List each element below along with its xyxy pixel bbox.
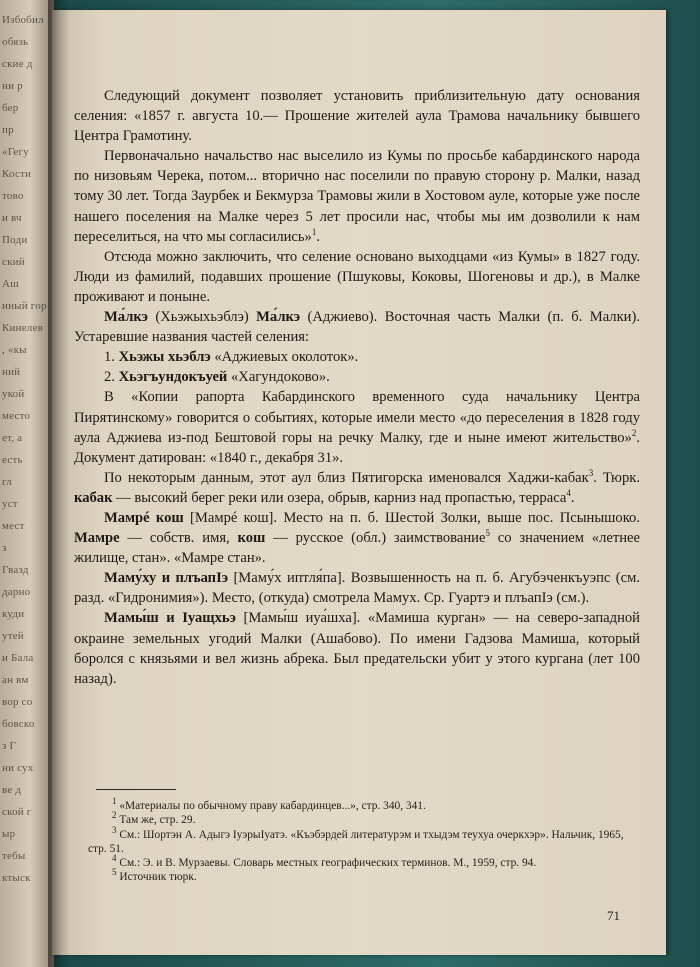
text-run: Адыгэ IуэрыIуатэ. «Къэбэрдей литературэм и тхыдэм теухуа очеркхэр». Нальчик, 1965, стр. 51. [88,828,624,855]
entry-term: Ма́лкэ [256,309,301,326]
left-page-fragment: ве д [2,784,22,796]
left-page-fragment: , «кы [2,344,27,356]
paragraph [74,508,640,568]
left-page-fragment: «Гегу [2,146,29,158]
left-page-fragment: вор со [2,696,33,708]
paragraph [74,86,640,146]
text-run: [Мамы́ш иуа́шха]. «Мамиша курган» — на северо-западной окраине земельных угодий Малки (Ашабово). По имени Гадзова Мамиша, который боролся с князьями и вел жизнь абрека. Был предательски убит у этого кургана (лет 100 назад). [74,610,640,687]
text-run: [Мамрé кош]. Место на п. б. Шестой Золки, выше пос. Псынышоко. [183,509,640,526]
text-run: 2. [104,369,119,386]
page-number: 71 [607,908,620,923]
text-run: Первоначально начальство нас выселило из Кумы по просьбе кабардинского народа по низовьям Черека, потом... вторично нас поселили по правую сторону р. Малки, назад тому 30 лет. Тогда Заурбек и Бекмурза Трамовы жили в Хостовом ауле, которые уже после нашего поселения на Малке через 5 лет просили нас, чтобы мы им дозволили к нам переселиться, на что мы согласились» [74,148,640,245]
text-run: [Маму́х иптля́па]. Возвышенность на п. б. Агубэченкъуэпс (см. разд. «Гидронимия»). Место, (откуда) смотрела Мамух. Ср. Гуартэ и плъапIэ (см.). [74,570,640,607]
left-page-fragment: Кости [2,168,32,180]
entry-term: Хьэжы хьэблэ [118,349,211,366]
footnote-ref: 2 [631,427,637,438]
left-page-fragment: тебы [2,850,26,862]
left-page-fragment: иный гор [2,300,47,312]
footnote-ref: 4 [112,853,117,864]
text-run: — русское (обл.) заимствование [265,530,486,547]
left-page-edge [0,0,54,967]
entry-term: Ма́лкэ [104,309,148,326]
footnote-ref: 4 [566,488,571,499]
spine-shadow [48,0,70,967]
text-run: См.: [116,857,144,870]
left-page-fragment: дарно [2,586,31,598]
paragraph [74,568,640,608]
left-page-fragment: ет, а [2,432,23,444]
paragraph [74,387,640,467]
paragraph [74,468,640,508]
text-run: Словарь местных географических терминов. М., 1959, стр. 94. [230,857,537,870]
text-run: . Документ датирован: «1840 г., декабря 31». [74,429,640,466]
footnote-ref: 1 [112,796,117,807]
text-run: (Хьэжыхьэблэ) [147,309,257,326]
italic-text: Шортэн А. [143,828,196,841]
left-page-fragment: пр [2,124,14,136]
list-item [74,367,640,387]
footnote-ref: 2 [112,810,117,821]
left-page-fragment: мест [2,520,25,532]
left-page-fragment: гл [2,476,12,488]
text-run: (Аджиево). Восточная часть Малки (п. б. Малки). Устаревшие названия частей селения: [74,309,640,346]
left-page-fragment: ские д [2,58,33,70]
text-run: См.: [116,828,144,841]
text-run: «Хагундоково». [227,369,330,386]
left-page-fragment: утей [2,630,24,642]
list-item [74,347,640,367]
left-page-fragment: ктыск [2,872,31,884]
text-run: . Тюрк. [593,469,640,486]
left-page-fragment: ыр [2,828,16,840]
footnote-ref: 5 [485,528,490,539]
paragraph [74,247,640,307]
left-page-fragment: ан вм [2,674,29,686]
left-page-fragment: з [2,542,7,554]
text-run: — собств. имя, [119,530,238,547]
left-page-fragment: Гвазд [2,564,29,576]
paragraph [74,146,640,246]
left-page-fragment: ний [2,366,21,378]
entry-term: Хьэгъундокъуей [118,369,228,386]
entry-term: кош [237,530,266,547]
left-page-fragment: Поди [2,234,28,246]
left-page-fragment: и вч [2,212,22,224]
footnote [88,853,628,870]
left-page-fragment: ни сух [2,762,34,774]
left-page-fragment: тово [2,190,24,202]
text-run: По некоторым данным, этот аул близ Пятигорска именовался Хаджи-кабак [104,469,589,486]
text-run: «Материалы по обычному праву кабардинцев...», стр. 340, 341. [116,800,426,812]
left-page-fragment: место [2,410,31,422]
footnote-ref: 5 [112,867,117,878]
entry-term: Маму́ху и плъапIэ [104,570,229,587]
text-run: Источник тюрк. [116,871,197,884]
footnote-ref: 1 [311,226,317,237]
left-page-fragment: Кинелев [2,322,43,334]
entry-term: Мамре [74,530,120,547]
left-page-fragment: и Бала [2,652,34,664]
footnote [88,796,628,813]
left-page-fragment: уст [2,498,18,510]
footnote [88,810,628,827]
italic-text: Э. и В. Мурзаевы. [143,857,231,870]
left-page-fragment: бовско [2,718,35,730]
left-page-fragment: ский [2,256,25,268]
paragraph [74,307,640,347]
left-page-fragment: з Г [2,740,17,752]
text-run: Следующий документ позволяет установить приблизительную дату основания селения: «1857 г. августа 10.— Прошение жителей аула Трамова начальнику бывшего Центра Грамотину. [74,88,640,145]
entry-term: кабак [74,489,113,506]
left-page-fragment: куди [2,608,25,620]
text-run: 1. [104,349,119,366]
text-run: , стр. 29. [153,814,196,827]
left-page-fragment: укой [2,388,25,400]
paragraph [74,608,640,688]
text-run: «Аджиевых околоток». [210,349,359,366]
text-run: — высокий берег реки или озера, обрыв, карниз над пропастью, терраса [112,489,567,506]
text-run: . [316,228,321,245]
left-page-fragment: Избобил [2,14,44,26]
footnote-ref: 3 [112,824,117,835]
left-page-fragment: Аш [2,278,19,290]
footnote-rule [96,789,176,790]
italic-text: Там же [119,814,154,827]
text-run: Отсюда можно заключить, что селение основано выходцами «из Кумы» в 1827 году. Люди из фамилий, подавших прошение (Пшуковы, Коковы, Шогеновы и др.), в Малке проживают и поныне. [74,248,640,305]
footnotes [88,796,628,885]
left-page-fragment: ской г [2,806,32,818]
book-page [52,10,666,955]
entry-term: Мамрé кош [104,509,184,526]
footnote [88,824,628,857]
text-run: В «Копии рапорта Кабардинского временного суда начальнику Центра Пирятинскому» говорится о событиях, которые имели место «до переселения в 1828 году аула Аджиева из-под Бештовой горы на речку Малку, где и ныне имеют жительство» [74,389,640,446]
left-page-fragment: ни р [2,80,23,92]
left-page-fragment: обязь [2,36,29,48]
left-page-fragment: есть [2,454,23,466]
main-text [74,86,640,689]
left-page-fragment: бер [2,102,19,114]
footnote-ref: 3 [588,467,594,478]
entry-term: Мамы́ш и Iуащхьэ [104,610,236,627]
text-run: . [570,489,575,506]
footnote [88,867,628,884]
text-run: со значением «летнее жилище, стан». «Мамре стан». [74,530,641,567]
